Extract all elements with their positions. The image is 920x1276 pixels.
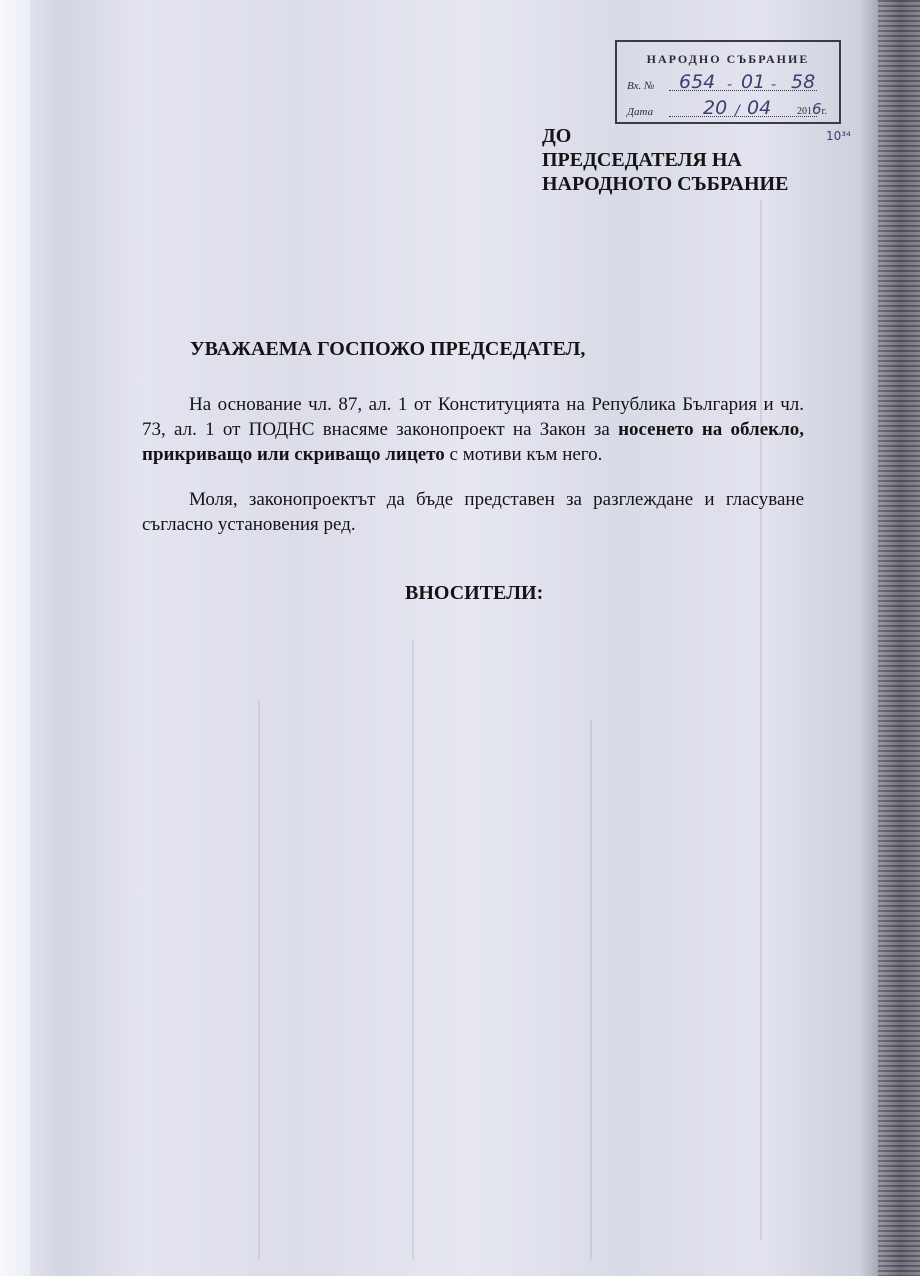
paragraph-basis-text: На основание чл. 87, ал. 1 от Конституцията на Република България и чл. 73, ал. 1 от ПОДНС внасяме законопроект на Закон за	[142, 394, 804, 440]
page-left-margin	[0, 0, 30, 1276]
stamp-dotted-line	[669, 116, 817, 117]
paragraph-basis	[142, 392, 804, 467]
addressee-block	[542, 124, 788, 196]
addressee-line-2: ПРЕДСЕДАТЕЛЯ НА	[542, 149, 742, 171]
addressee-line-3: НАРОДНОТО СЪБРАНИЕ	[542, 173, 789, 195]
stamp-title: НАРОДНО СЪБРАНИЕ	[646, 52, 810, 66]
paragraph-basis-end: с мотиви към него.	[444, 444, 603, 465]
submitters-heading: ВНОСИТЕЛИ:	[405, 582, 544, 604]
page-right-shadow	[878, 0, 920, 1276]
stamp-reg-label: Вх. №	[627, 80, 655, 92]
handwritten-margin-note: 10³⁴	[826, 129, 851, 143]
reg-number-part-3: 58	[791, 71, 816, 93]
addressee-line-1: ДО	[542, 125, 572, 147]
stamp-registration-row: Вх. № 654 - 01 - 58	[627, 71, 816, 93]
reg-number-part-2: 01	[741, 71, 766, 93]
date-day: 20	[703, 97, 728, 119]
date-month: 04	[747, 97, 772, 119]
stamp-date-label: Дата	[627, 106, 654, 118]
paragraph-request-text: Моля, законопроектът да бъде представен за разглеждане и гласуване съгласно установения ред.	[142, 489, 804, 535]
scan-streak	[760, 200, 762, 1240]
scan-streak	[590, 720, 592, 1260]
date-year: 2016г.	[796, 100, 827, 118]
registration-stamp	[615, 40, 841, 124]
scan-streak	[412, 640, 414, 1260]
paragraph-request	[142, 487, 804, 537]
salutation: УВАЖАЕМА ГОСПОЖО ПРЕДСЕДАТЕЛ,	[190, 338, 586, 360]
reg-number-part-1: 654	[679, 71, 716, 93]
scan-streak	[258, 700, 260, 1260]
stamp-date-row: Дата 20 / 04 2016г.	[627, 97, 827, 119]
bill-title: носенето на облекло, прикриващо или скриващо лицето	[142, 419, 804, 465]
